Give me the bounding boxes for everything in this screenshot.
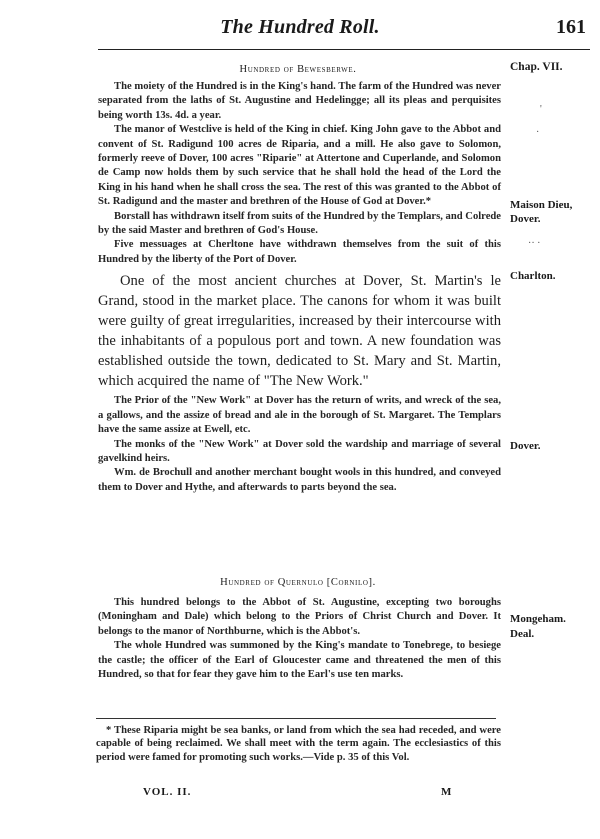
volume-label: VOL. II. <box>143 786 192 798</box>
margin-speck: ' <box>540 104 542 115</box>
margin-note-charlton: Charlton. <box>510 270 556 282</box>
margin-speck: ·· · <box>528 238 541 249</box>
paragraph: This hundred belongs to the Abbot of St. Augustine, excepting two boroughs (Moningham and Dale) which belong to the Priors of Christ Church and Dover. It belongs to the manor of Northburne, which is the Abbot's. <box>98 597 501 637</box>
margin-note-deal: Deal. <box>510 628 535 640</box>
margin-note-dover: Dover. <box>510 440 541 452</box>
page-title: The Hundred Roll. <box>220 16 380 38</box>
header-rule <box>98 49 590 50</box>
section-heading-quernulo: Hundred of Quernulo [Cornilo]. <box>220 577 376 588</box>
margin-note-text: Dover. <box>510 213 541 225</box>
paragraph: Wm. de Brochull and another merchant bought wools in this hundred, and conveyed them to Dover and Hythe, and afterwards to parts beyond the sea. <box>98 467 501 493</box>
paragraph: The Prior of the "New Work" at Dover has the return of writs, and wreck of the sea, a gallows, and the assize of bread and ale in the borough of St. Margaret. The Templars have the same assize at Ewell, etc. <box>98 395 501 436</box>
paragraph: The manor of Westclive is held of the King in chief. King John gave to the Abbot and convent of St. Radigund 100 acres de Riparia, and a mill. He also gave to Solomon, formerly reeve of Dover, 100 acres "Riparie" at Attertone and Cuperlande, and Solomon de Camp now holds them by such service that he shall hold the head of the Lord the King in his hand when he shall cross the sea. The rest of this was granted to the Abbot of St. Radigund and the master and brethren of the House of God at Dover.* <box>98 124 501 208</box>
paragraph: The moiety of the Hundred is in the King's hand. The farm of the Hundred was never separated from the laths of St. Augustine and Hedelingge; all its pleas and perquisites being worth 13s. 4d. a year. <box>98 81 501 121</box>
bewsberwe-body <box>98 80 501 495</box>
chapter-label: Chap. VII. <box>510 61 563 73</box>
margin-note-mongeham: Mongeham. <box>510 613 566 625</box>
paragraph: The whole Hundred was summoned by the King's mandate to Tonebrege, to besiege the castle; the officer of the Earl of Gloucester came and threatened the men of this Hundred, so that for fear they gave him to the Earl's use ten marks. <box>98 640 501 681</box>
footnote-rule <box>96 718 496 719</box>
page-number: 161 <box>556 16 586 38</box>
section-heading-bewsberwe: Hundred of Bewesberwe. <box>239 64 357 75</box>
margin-note-text: Maison Dieu, <box>510 199 573 211</box>
margin-note-maison-dieu <box>510 198 600 226</box>
quernulo-body <box>98 596 501 682</box>
signature-mark: M <box>441 786 452 798</box>
margin-speck: · <box>536 127 540 138</box>
paragraph: Five messuages at Cherltone have withdrawn themselves from the suit of this Hundred by the liberty of the Port of Dover. <box>98 239 501 265</box>
paragraph: The monks of the "New Work" at Dover sold the wardship and marriage of several gavelkind heirs. <box>98 438 501 464</box>
paragraph-large: One of the most ancient churches at Dover, St. Martin's le Grand, stood in the market place. The canons for whom it was built were guilty of great irregularities, increased by their intercourse with the inhabitants of a populous port and town. A new foundation was established outside the town, dedicated to St. Mary and St. Martin, which acquired the name of "The New Work." <box>98 273 501 390</box>
paragraph: Borstall has withdrawn itself from suits of the Hundred by the Templars, and Colrede by the said Master and brethren of God's House. <box>98 210 501 237</box>
footnote: * These Riparia might be sea banks, or land from which the sea had receded, and were capable of being reclaimed. We shall meet with the term again. The ecclesiastics of this period were famed for promoting such works.—Vide p. 35 of this Vol. <box>96 725 501 763</box>
